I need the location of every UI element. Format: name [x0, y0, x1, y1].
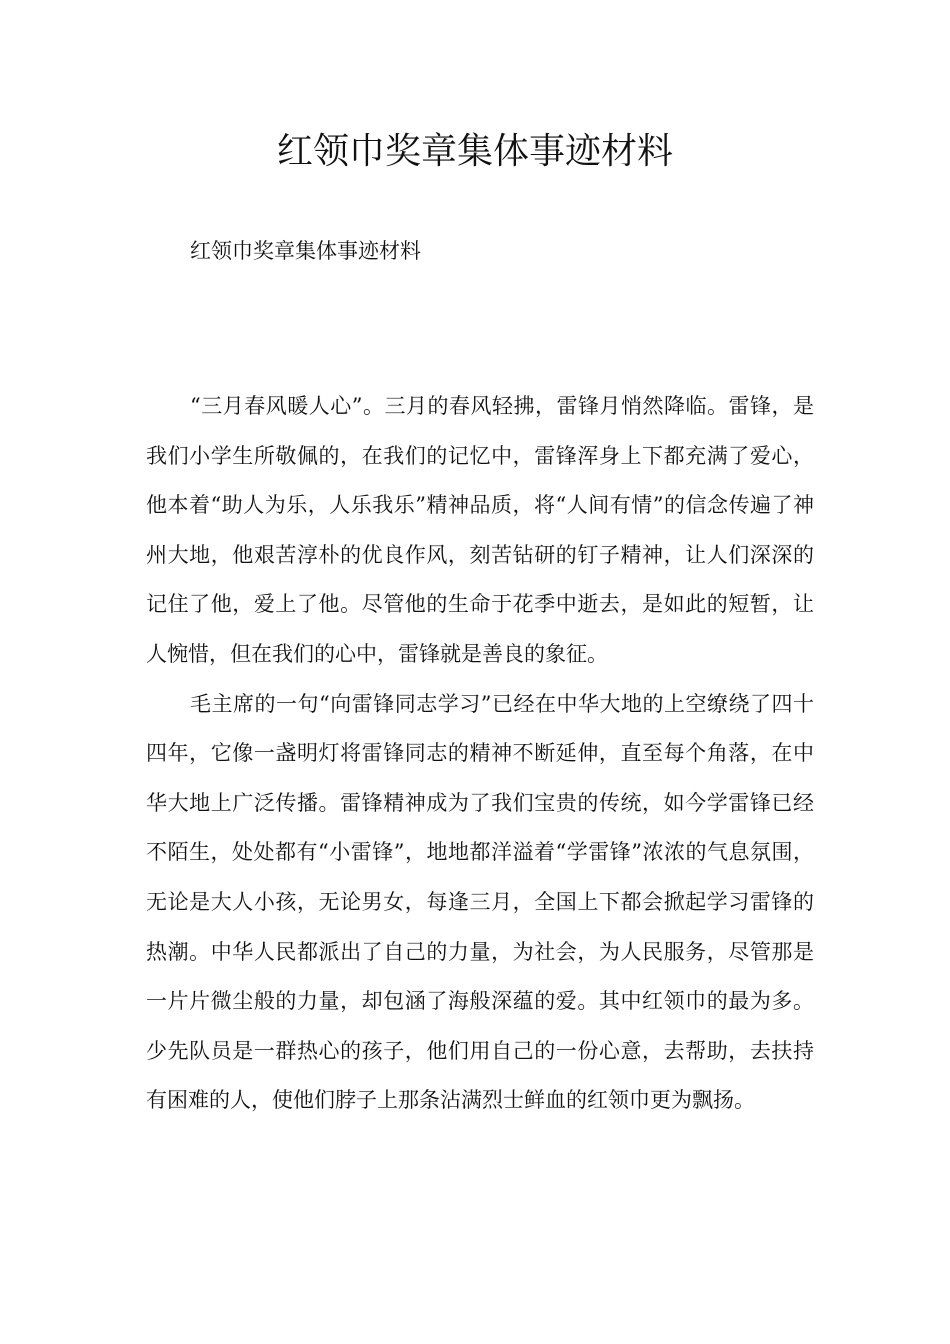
body-paragraph-2: 毛主席的一句“向雷锋同志学习”已经在中华大地的上空缭绕了四十四年，它像一盏明灯将雷锋同志的精神不断延伸，直至每个角落，在中华大地上广泛传播。雷锋精神成为了我们宝贵的传统，如今学雷锋已经不陌生，处处都有“小雷锋”，地地都洋溢着“学雷锋”浓浓的气息氛围，无论是大人小孩，无论男女，每逢三月，全国上下都会掀起学习雷锋的热潮。中华人民都派出了自己的力量，为社会，为人民服务，尽管那是一片片微尘般的力量，却包涵了海般深蕴的爱。其中红领巾的最为多。少先队员是一群热心的孩子，他们用自己的一份心意，去帮助，去扶持有困难的人，使他们脖子上那条沾满烈士鲜血的红领巾更为飘扬。 [146, 691, 814, 1113]
document-body [146, 382, 814, 1126]
body-paragraph-1: “三月春风暖人心”。三月的春风轻拂，雷锋月悄然降临。雷锋，是我们小学生所敬佩的，在我们的记忆中，雷锋浑身上下都充满了爱心，他本着“助人为乐，人乐我乐”精神品质，将“人间有情”的信念传遍了神州大地，他艰苦淳朴的优良作风，刻苦钻研的钉子精神，让人们深深的记住了他，爱上了他。尽管他的生命于花季中逝去，是如此的短暂，让人惋惜，但在我们的心中，雷锋就是善良的象征。 [146, 394, 814, 666]
document-subtitle: 红领巾奖章集体事迹材料 [190, 239, 421, 263]
document-title: 红领巾奖章集体事迹材料 [276, 131, 673, 172]
